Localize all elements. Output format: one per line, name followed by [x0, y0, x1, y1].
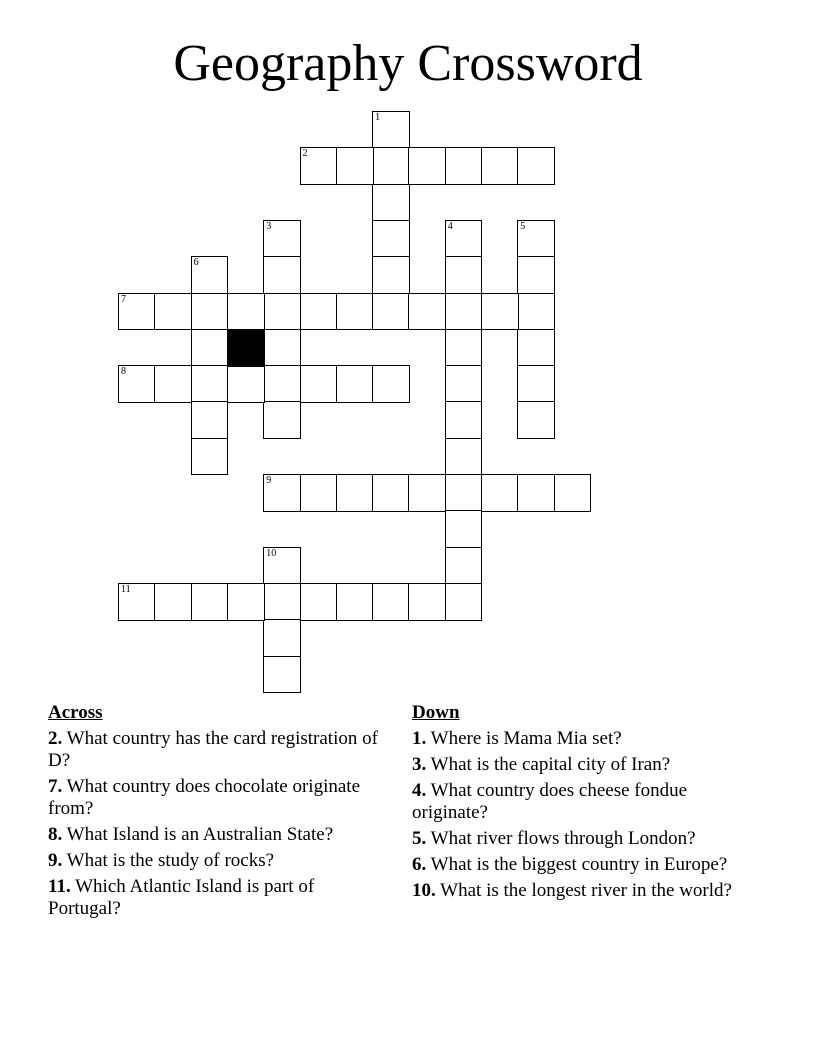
clue-text: What is the biggest country in Europe?: [430, 854, 728, 875]
across-clue: [48, 776, 378, 820]
cell-number: 8: [121, 366, 126, 378]
clue-text: What is the longest river in the world?: [440, 880, 732, 901]
across-clue: [48, 728, 378, 772]
clue-number: 5.: [412, 828, 427, 849]
crossword-cell[interactable]: [445, 147, 483, 185]
crossword-cell[interactable]: [154, 293, 192, 331]
cell-number: 1: [375, 112, 381, 123]
crossword-cell[interactable]: [445, 438, 483, 476]
cell-number: 9: [266, 475, 272, 486]
crossword-cell[interactable]: [263, 365, 301, 403]
crossword-cell[interactable]: [445, 474, 483, 512]
crossword-cell[interactable]: [372, 220, 410, 258]
crossword-cell[interactable]: [227, 365, 265, 403]
crossword-cell[interactable]: [336, 147, 374, 185]
crossword-cell[interactable]: [263, 293, 301, 331]
crossword-cell[interactable]: [263, 583, 301, 621]
crossword-cell[interactable]: [336, 583, 374, 621]
crossword-cell[interactable]: [408, 147, 446, 185]
crossword-cell[interactable]: [191, 293, 229, 331]
crossword-cell[interactable]: [191, 256, 229, 294]
clue-number: 8.: [48, 824, 63, 845]
crossword-cell[interactable]: [118, 293, 156, 331]
clue-number: 9.: [48, 850, 63, 871]
cell-number: 11: [121, 583, 131, 595]
clue-text: What Island is an Australian State?: [66, 824, 334, 845]
crossword-cell[interactable]: [372, 583, 410, 621]
cell-number: 7: [121, 293, 126, 305]
across-clue: [48, 824, 378, 846]
crossword-cell[interactable]: [481, 293, 519, 331]
clue-number: 10.: [412, 880, 436, 901]
crossword-cell[interactable]: [372, 365, 410, 403]
across-clue: [48, 850, 378, 872]
crossword-cell[interactable]: [372, 147, 410, 185]
clue-number: 3.: [412, 754, 427, 775]
crossword-cell[interactable]: [263, 401, 301, 439]
down-heading: Down: [412, 702, 460, 723]
crossword-cell[interactable]: [517, 365, 555, 403]
crossword-cell[interactable]: [372, 256, 410, 294]
crossword-cell[interactable]: [445, 510, 483, 548]
crossword-cell[interactable]: [300, 583, 338, 621]
clue-text: Which Atlantic Island is part of Portugal?: [48, 876, 315, 919]
crossword-cell[interactable]: [481, 147, 519, 185]
clue-text: What country does cheese fondue originate?: [412, 780, 688, 823]
crossword-cell[interactable]: [554, 474, 592, 512]
down-clue: [412, 728, 762, 750]
down-clue: [412, 854, 762, 876]
down-clue: [412, 754, 762, 776]
cell-number: 6: [193, 257, 199, 269]
crossword-cell[interactable]: [300, 474, 338, 512]
crossword-cell[interactable]: [408, 583, 446, 621]
crossword-cell[interactable]: [227, 583, 265, 621]
down-clue: [412, 880, 762, 902]
crossword-cell[interactable]: [227, 293, 265, 331]
crossword-cell[interactable]: [336, 474, 374, 512]
clue-text: What river flows through London?: [430, 828, 696, 849]
clue-number: 1.: [412, 728, 427, 749]
across-clues: [48, 702, 378, 924]
crossword-cell[interactable]: [263, 656, 301, 694]
crossword-cell[interactable]: [263, 474, 301, 512]
down-clues: [412, 702, 762, 906]
clue-text: What country has the card registration of D?: [48, 728, 378, 771]
cell-number: 3: [266, 220, 272, 232]
crossword-cell[interactable]: [445, 583, 483, 621]
crossword-cell[interactable]: [191, 329, 229, 367]
crossword-cell[interactable]: [517, 220, 555, 258]
crossword-cell[interactable]: [445, 220, 483, 258]
page-title: Geography Crossword: [173, 35, 643, 92]
crossword-cell[interactable]: [445, 547, 483, 585]
down-clue: [412, 828, 762, 850]
crossword-cell[interactable]: [118, 583, 156, 621]
crossword-cell[interactable]: [445, 293, 483, 331]
clue-number: 4.: [412, 780, 427, 801]
crossword-cell[interactable]: [263, 220, 301, 258]
crossword-cell[interactable]: [191, 365, 229, 403]
clue-text: What is the study of rocks?: [66, 850, 275, 871]
cell-number: 4: [447, 220, 453, 232]
crossword-cell[interactable]: [445, 329, 483, 367]
crossword-cell[interactable]: [118, 365, 156, 403]
cell-number: 2: [302, 148, 308, 160]
cell-number: 5: [520, 220, 526, 232]
crossword-cell[interactable]: [408, 293, 446, 331]
crossword-cell[interactable]: [263, 256, 301, 294]
clue-number: 2.: [48, 728, 63, 749]
crossword-cell[interactable]: [300, 147, 338, 185]
crossword-cell[interactable]: [191, 583, 229, 621]
crossword-cell[interactable]: [191, 401, 229, 439]
crossword-cell[interactable]: [300, 365, 338, 403]
crossword-cell[interactable]: [336, 293, 374, 331]
clue-number: 6.: [412, 854, 427, 875]
crossword-cell[interactable]: [517, 147, 555, 185]
crossword-cell[interactable]: [517, 401, 555, 439]
crossword-cell[interactable]: [517, 329, 555, 367]
crossword-cell[interactable]: [372, 474, 410, 512]
clue-number: 7.: [48, 776, 63, 797]
crossword-cell[interactable]: [372, 111, 410, 149]
cell-number: 10: [266, 547, 277, 559]
crossword-cell[interactable]: [372, 293, 410, 331]
crossword-cell[interactable]: [263, 619, 301, 657]
clue-text: Where is Mama Mia set?: [430, 728, 622, 749]
crossword-cell[interactable]: [263, 329, 301, 367]
clue-number: 11.: [48, 876, 71, 897]
crossword-cell[interactable]: [300, 293, 338, 331]
across-heading: Across: [48, 702, 103, 723]
crossword-cell[interactable]: [517, 293, 555, 331]
crossword-cell[interactable]: [191, 438, 229, 476]
down-clue: [412, 780, 762, 824]
crossword-cell[interactable]: [154, 365, 192, 403]
crossword-cell[interactable]: [445, 365, 483, 403]
crossword-cell[interactable]: [481, 474, 519, 512]
crossword-cell[interactable]: [263, 547, 301, 585]
crossword-cell[interactable]: [445, 401, 483, 439]
crossword-cell[interactable]: [336, 365, 374, 403]
crossword-cell[interactable]: [517, 474, 555, 512]
crossword-cell[interactable]: [154, 583, 192, 621]
black-cell: [227, 329, 265, 367]
clue-text: What is the capital city of Iran?: [430, 754, 671, 775]
crossword-cell[interactable]: [517, 256, 555, 294]
crossword-cell[interactable]: [408, 474, 446, 512]
clue-text: What country does chocolate originate from?: [48, 776, 361, 819]
across-clue: [48, 876, 378, 920]
crossword-cell[interactable]: [445, 256, 483, 294]
crossword-cell[interactable]: [372, 184, 410, 222]
